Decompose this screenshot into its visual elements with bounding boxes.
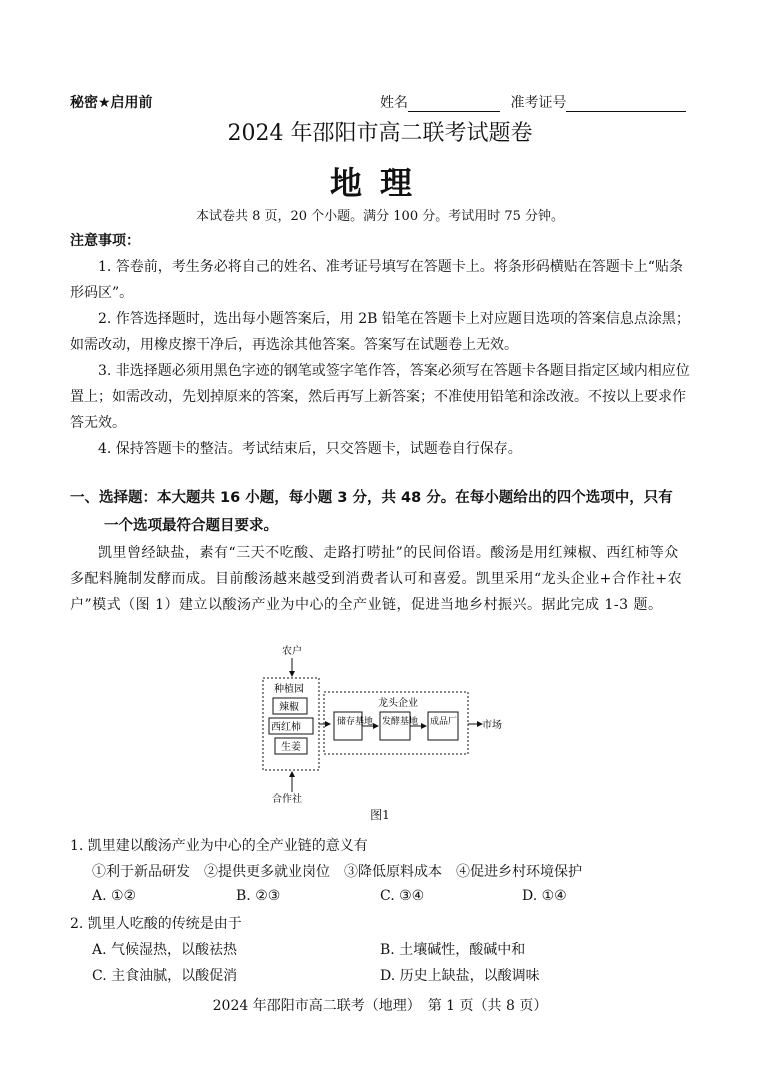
- question-1-option-c[interactable]: C. ③④: [380, 888, 425, 904]
- exam-id-blank[interactable]: [566, 97, 686, 112]
- name-blank[interactable]: [408, 97, 500, 112]
- planting-base-label: 种植园: [274, 684, 304, 695]
- confidential-label: 秘密★启用前: [70, 95, 153, 111]
- section-heading-line2: 一个选项最符合题目要求。: [104, 518, 278, 534]
- question-2-option-d[interactable]: D. 历史上缺盐，以酸调味: [380, 968, 540, 984]
- cooperative-label: 合作社: [272, 794, 302, 805]
- question-1-option-b[interactable]: B. ②③: [236, 888, 281, 904]
- section-heading-line1: 一、选择题：本大题共 16 小题，每小题 3 分，共 48 分。在每小题给出的四个选项中，只有: [70, 490, 673, 506]
- question-2-option-a[interactable]: A. 气候湿热，以酸祛热: [92, 942, 238, 958]
- market-label: 市场: [482, 720, 502, 731]
- farmer-label: 农户: [282, 646, 302, 657]
- tomato-label: 西红柿: [271, 722, 301, 733]
- storage-base-label: 储存基地: [337, 717, 374, 727]
- page-footer: 2024 年邵阳市高二联考（地理） 第 1 页（共 8 页）: [212, 998, 548, 1014]
- note-item-3: 3. 非选择题必须用黑色字迹的钢笔或签字笔作答，答案必须写在答题卡各题目指定区域内相应位置上；如需改动，先划掉原来的答案，然后再写上新答案；不准使用铅笔和涂改液。不按以上要求作答无效。: [70, 363, 690, 431]
- fermentation-base-label: 发酵基地: [382, 717, 419, 727]
- exam-id-label: 准考证号: [510, 95, 567, 111]
- candidate-info-fields: [380, 92, 686, 112]
- industry-chain-diagram: [260, 640, 510, 805]
- leading-enterprise-label: 龙头企业: [378, 698, 418, 709]
- note-item-4: 4. 保持答题卡的整洁。考试结束后，只交答题卡，试题卷自行保存。: [98, 441, 522, 457]
- question-1-stem: 1. 凯里建以酸汤产业为中心的全产业链的意义有: [70, 838, 368, 854]
- product-factory-label: 成品厂: [430, 717, 458, 727]
- note-item-2: 2. 作答选择题时，选出每小题答案后，用 2B 铅笔在答题卡上对应题目选项的答案信息点涂黑；如需改动，用橡皮擦干净后，再选涂其他答案。答案写在试题卷上无效。: [70, 311, 690, 353]
- exam-title: 2024 年邵阳市高二联考试题卷: [227, 121, 533, 146]
- pepper-label: 辣椒: [279, 702, 299, 713]
- question-1-option-d[interactable]: D. ①④: [522, 888, 567, 904]
- name-label: 姓名: [380, 95, 408, 111]
- question-1-statements: ①利于新品研发 ②提供更多就业岗位 ③降低原料成本 ④促进乡村环境保护: [92, 864, 582, 880]
- ginger-label: 生姜: [281, 742, 301, 753]
- question-2-option-b[interactable]: B. 土壤碱性，酸碱中和: [380, 942, 526, 958]
- question-1-option-a[interactable]: A. ①②: [92, 888, 137, 904]
- notes-title: 注意事项：: [70, 233, 140, 249]
- section-heading: [70, 484, 692, 540]
- question-2-option-c[interactable]: C. 主食油腻，以酸促消: [92, 968, 238, 984]
- question-2-stem: 2. 凯里人吃酸的传统是由于: [70, 916, 242, 932]
- exam-info: 本试卷共 8 页，20 个小题。满分 100 分。考试用时 75 分钟。: [195, 209, 565, 224]
- figure-caption: 图1: [370, 808, 390, 822]
- subject-title: 地理: [329, 164, 430, 202]
- passage-text: 凯里曾经缺盐，素有“三天不吃酸、走路打唠扯”的民间俗语。酸汤是用红辣椒、西红柿等众多配料腌制发酵而成。目前酸汤越来越受到消费者认可和喜爱。凯里采用“龙头企业+合作社+农户”模式（图 1）建立以酸汤产业为中心的全产业链，促进当地乡村振兴。据此完成 1-3 题。: [70, 545, 683, 613]
- note-item-1: 1. 答卷前，考生务必将自己的姓名、准考证号填写在答题卡上。将条形码横贴在答题卡上“贴条形码区”。: [70, 259, 683, 301]
